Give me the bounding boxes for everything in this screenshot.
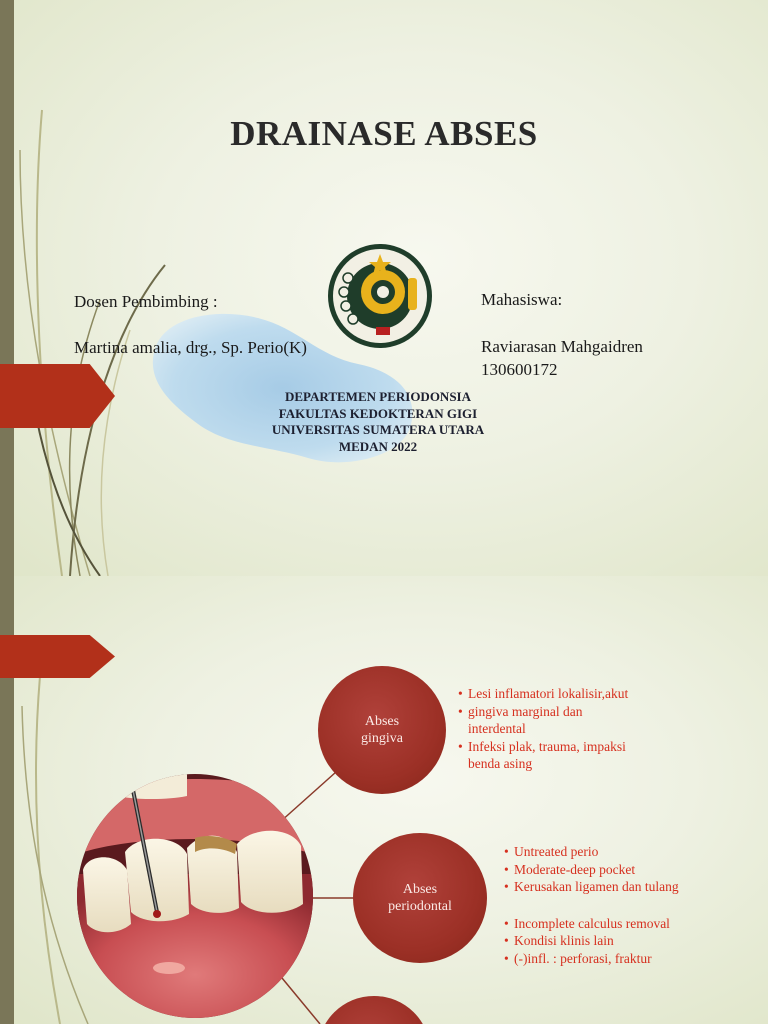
- slide-title: DRAINASE ABSES: [230, 114, 538, 153]
- circle-label: periodontal: [388, 899, 452, 914]
- dept-line: MEDAN 2022: [338, 438, 418, 454]
- mahasiswa-nim: 130600172: [481, 360, 558, 379]
- department-block: [240, 389, 516, 455]
- list-item: • Moderate-deep pocket: [504, 861, 679, 879]
- list-item: • Incomplete calculus removal: [504, 915, 679, 933]
- list-item: • (-)infl. : perforasi, fraktur: [504, 950, 679, 968]
- list-item: • Infeksi plak, trauma, impaksi: [458, 738, 628, 756]
- circle-abses-periodontal: [353, 833, 487, 963]
- list-item: • Lesi inflamatori lokalisir,akut: [458, 685, 628, 703]
- dept-line: FAKULTAS KEDOKTERAN GIGI: [278, 405, 478, 421]
- dept-line: UNIVERSITAS SUMATERA UTARA: [271, 422, 485, 437]
- list-item: • Kerusakan ligamen dan tulang: [504, 878, 679, 896]
- dosen-label: Dosen Pembimbing :: [74, 292, 218, 311]
- circle-label: gingiva: [361, 731, 403, 746]
- circle-label: Abses: [364, 714, 400, 729]
- clinical-photo: [77, 774, 313, 1018]
- list-item: • Untreated perio: [504, 843, 679, 861]
- list-item-continuation: interdental: [468, 721, 526, 736]
- list-item: • Kondisi klinis lain: [504, 932, 679, 950]
- bullets-gingiva: [458, 685, 628, 773]
- mahasiswa-name: Raviarasan Mahgaidren: [481, 337, 643, 356]
- list-item: • gingiva marginal dan: [458, 703, 628, 721]
- list-item-continuation: benda asing: [468, 756, 533, 771]
- dosen-name: Martina amalia, drg., Sp. Perio(K): [74, 338, 307, 357]
- circle-abses-gingiva: [318, 666, 446, 794]
- mahasiswa-label: Mahasiswa:: [481, 290, 563, 309]
- list-gap: [504, 896, 679, 915]
- content-slide: [0, 576, 768, 1024]
- dept-line: DEPARTEMEN PERIODONSIA: [284, 389, 471, 404]
- faculty-logo: [326, 242, 434, 350]
- decorative-grass-lines: [0, 0, 200, 576]
- bullets-periodontal: [504, 843, 679, 967]
- circle-label: Abses: [402, 882, 438, 897]
